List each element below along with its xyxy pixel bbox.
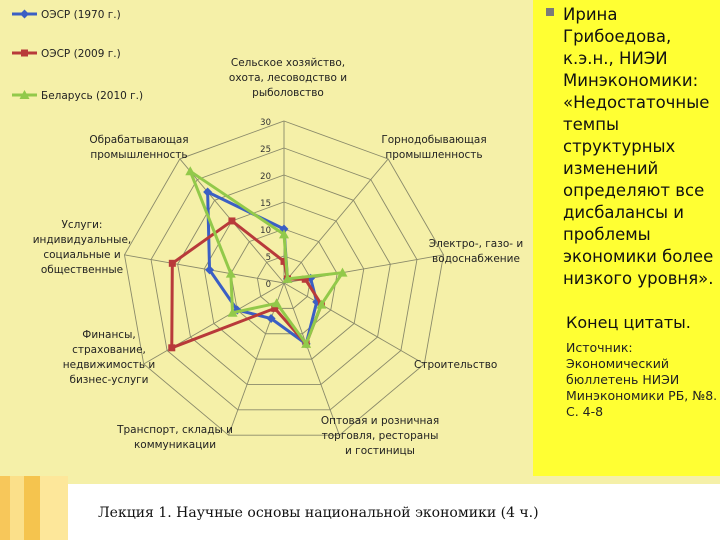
axis-label: Оптовая и розничная торговля, рестораны и гостиницы xyxy=(320,415,440,457)
axis-label: Обрабатывающая промышленность xyxy=(89,134,189,161)
tick-label: 15 xyxy=(260,199,271,209)
tick-label: 25 xyxy=(260,145,271,155)
axis-label: Сельское хозяйство, охота, лесоводство и рыболовство xyxy=(228,57,348,99)
series-point xyxy=(169,260,176,267)
quote-block xyxy=(563,4,718,290)
axis-spoke xyxy=(144,283,284,364)
source-note: Источник: Экономический бюллетень НИЭИ Минэкономики РБ, №8. С. 4-8 xyxy=(566,340,718,419)
tick-label: 10 xyxy=(260,226,271,236)
series-line xyxy=(172,221,322,348)
quote-text: Ирина Грибоедова, к.э.н., НИЭИ Минэкономики: «Недостаточные темпы структурных изменений определяют все дисбалансы и проблемы экономики более низкого уровня». xyxy=(563,5,714,288)
legend-label: ОЭСР (1970 г.) xyxy=(41,9,121,21)
tick-label: 5 xyxy=(265,253,271,263)
axis-label: Электро-, газо- и водоснабжение xyxy=(428,238,524,265)
axis-label: Финансы, страхование, недвижимость и бизнес-услуги xyxy=(62,329,156,386)
axis-label: Горнодобывающая промышленность xyxy=(381,134,487,161)
footer-stripe xyxy=(40,476,68,540)
series-point xyxy=(20,10,29,19)
legend-label: ОЭСР (2009 г.) xyxy=(41,48,121,60)
series-point xyxy=(21,50,28,57)
series-point xyxy=(168,344,175,351)
axis-spoke xyxy=(284,159,388,283)
axis-spoke xyxy=(284,283,424,364)
tick-label: 30 xyxy=(260,118,271,128)
tick-label: 20 xyxy=(260,172,271,182)
axis-label: Услуги: индивидуальные, социальные и общественные xyxy=(32,219,132,276)
tick-label: 0 xyxy=(265,280,271,290)
bullet-square-icon xyxy=(546,8,554,16)
footer-title: Лекция 1. Научные основы национальной экономики (4 ч.) xyxy=(98,505,539,521)
footer-stripe xyxy=(24,476,40,540)
axis-label: Строительство xyxy=(414,359,498,371)
series-point xyxy=(228,217,235,224)
quote-end: Конец цитаты. xyxy=(566,313,691,332)
series-line xyxy=(208,192,317,344)
legend-label: Беларусь (2010 г.) xyxy=(41,90,144,102)
footer-stripe xyxy=(10,476,24,540)
axis-spoke xyxy=(124,255,284,283)
axis-label: Транспорт, склады и коммуникации xyxy=(117,424,233,451)
footer-stripe xyxy=(0,476,10,540)
